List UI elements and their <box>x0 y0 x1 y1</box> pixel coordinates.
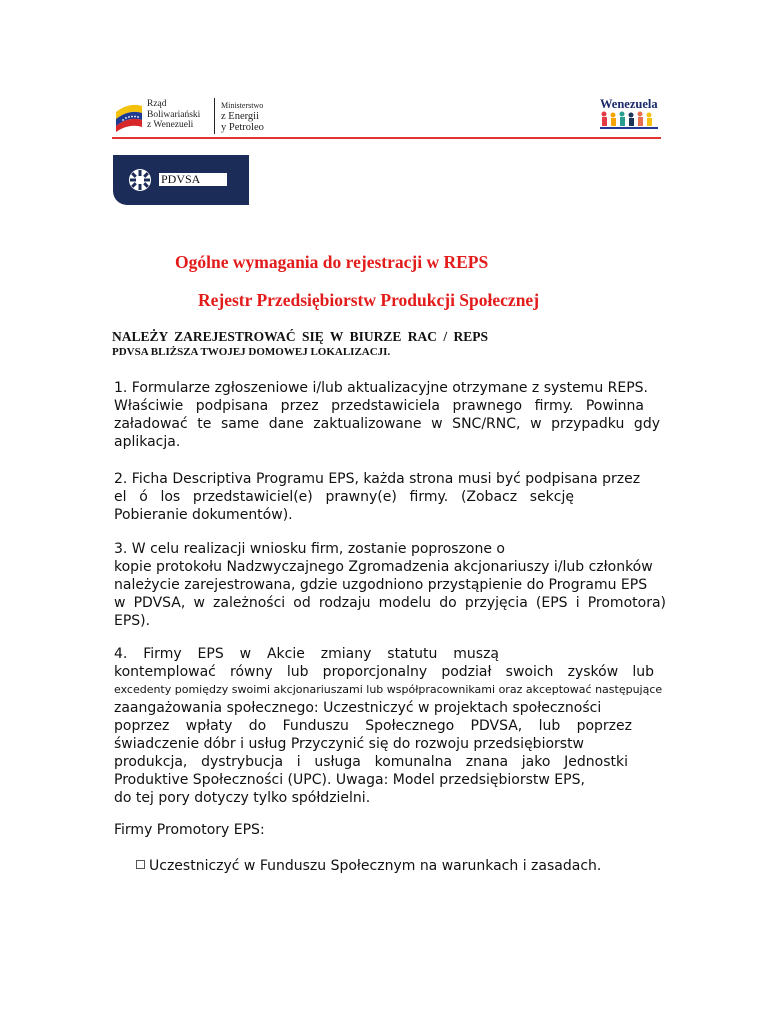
paragraph-line: el ó los przedstawiciel(e) prawny(e) firmy. (Zobacz sekcję <box>114 489 574 505</box>
venezuela-flag-icon <box>114 100 144 132</box>
paragraph-line: Właściwie podpisana przez przedstawiciela prawnego firmy. Powinna <box>114 398 644 414</box>
paragraph-line: Pobieranie dokumentów). <box>114 507 293 523</box>
ministry-small-line: Ministerstwo <box>221 101 264 110</box>
venezuela-figures-logo-icon <box>600 110 658 130</box>
requirement-paragraph <box>114 470 714 524</box>
list-item <box>136 857 601 875</box>
paragraph-line: 1. Formularze zgłoszeniowe i/lub aktualizacyjne otrzymane z systemu REPS. <box>114 380 648 396</box>
checkbox-bullet-icon <box>136 860 145 869</box>
ministry-line: y Petroleo <box>221 122 264 133</box>
header-accent-line <box>112 137 661 139</box>
paragraph-line: do tej pory dotyczy tylko spółdzielni. <box>114 790 371 806</box>
registration-notice-line: PDVSA BLIŻSZA TWOJEJ DOMOWEJ LOKALIZACJI. <box>112 346 391 358</box>
promotory-heading <box>114 821 714 839</box>
paragraph-line: 2. Ficha Descriptiva Programu EPS, każda strona musi być podpisana przez <box>114 471 641 487</box>
ministry-label <box>221 100 264 133</box>
paragraph-line: 3. W celu realizacji wniosku firm, zostanie poproszone o <box>114 541 506 557</box>
requirement-paragraph <box>114 379 714 451</box>
paragraph-line: w PDVSA, w zależności od rodzaju modelu do przyjęcia (EPS i Promotora) <box>114 595 666 611</box>
paragraph-line: aplikacja. <box>114 434 181 450</box>
paragraph-line: excedenty pomiędzy swoimi akcjonariuszami lub współpracownikami oraz akceptować następujące <box>114 683 663 696</box>
requirement-paragraph <box>114 540 714 630</box>
paragraph-line: poprzez wpłaty do Funduszu Społecznego PDVSA, lub poprzez <box>114 718 632 734</box>
paragraph-line: kopie protokołu Nadzwyczajnego Zgromadzenia akcjonariuszy i/lub członków <box>114 559 653 575</box>
section-heading: Firmy Promotory EPS: <box>114 822 265 838</box>
requirement-paragraph <box>114 645 714 807</box>
registration-notice-line: NALEŻY ZAREJESTROWAĆ SIĘ W BIURZE RAC / REPS <box>112 329 488 344</box>
paragraph-line: EPS). <box>114 613 151 629</box>
pdvsa-sun-icon <box>123 167 157 193</box>
header-divider <box>214 98 215 134</box>
paragraph-line: zaangażowania społecznego: Uczestniczyć w projektach społeczności <box>114 700 602 716</box>
government-line: Boliwariański <box>147 109 201 120</box>
government-line: Rząd <box>147 99 167 109</box>
venezuela-logo-label: Wenezuela <box>600 97 658 111</box>
ministry-line: z Energii <box>221 111 260 122</box>
list-item-text: Uczestniczyć w Funduszu Społecznym na warunkach i zasadach. <box>149 858 602 874</box>
paragraph-line: kontemplować równy lub proporcjonalny podział swoich zysków lub <box>114 664 654 680</box>
government-label <box>147 99 200 131</box>
page-title: Ogólne wymagania do rejestracji w REPS <box>175 252 489 272</box>
paragraph-line: Produktive Społeczności (UPC). Uwaga: Model przedsiębiorstw EPS, <box>114 772 585 788</box>
page-subtitle: Rejestr Przedsiębiorstw Produkcji Społecznej <box>198 290 540 310</box>
paragraph-line: należycie zarejestrowana, gdzie uzgodniono przystąpienie do Programu EPS <box>114 577 648 593</box>
paragraph-line: świadczenie dóbr i usług Przyczynić się do rozwoju przedsiębiorstw <box>114 736 585 752</box>
government-line: z Wenezueli <box>147 120 194 130</box>
paragraph-line: załadować te same dane zaktualizowane w SNC/RNC, w przypadku gdy <box>114 416 660 432</box>
pdvsa-label: PDVSA <box>159 173 227 186</box>
paragraph-line: produkcja, dystrybucja i usługa komunalna znana jako Jednostki <box>114 754 628 770</box>
paragraph-line: 4. Firmy EPS w Akcie zmiany statutu muszą <box>114 646 499 662</box>
